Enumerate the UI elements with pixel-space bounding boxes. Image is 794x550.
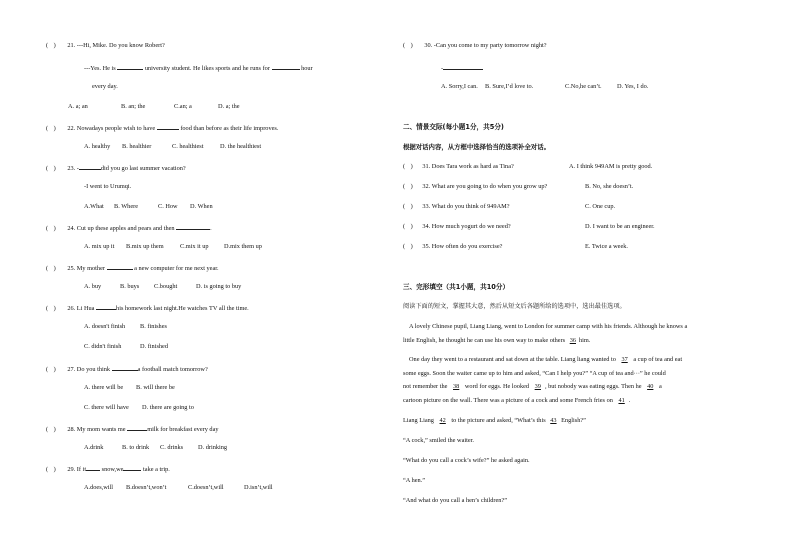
text: One day they went to a restaurant and sat down at the table. Liang liang wanted to: [409, 356, 616, 363]
text: hour: [301, 65, 313, 72]
text: snow,we: [101, 466, 124, 473]
question-25-options: [84, 283, 242, 291]
option-c[interactable]: C. How: [158, 203, 178, 210]
text: word for eggs. He looked: [464, 383, 530, 390]
question-stem: 30. -Can you come to my party tomorrow night?: [424, 42, 547, 49]
dialog-row: [403, 223, 783, 231]
option-b[interactable]: B. buys: [120, 283, 140, 290]
section-2-instructions: 根据对话内容，从方框中选择恰当的选项补全对话。: [403, 143, 550, 151]
answer-blank[interactable]: [96, 303, 116, 310]
dialog-row: [403, 183, 783, 191]
blank-42[interactable]: 42: [439, 417, 446, 424]
text: 24. Cut up these apples and pears and then: [67, 225, 175, 232]
question-30-line-2: [441, 63, 483, 73]
answer-blank[interactable]: [272, 63, 300, 70]
text: him.: [579, 337, 591, 344]
question-21: [46, 42, 165, 50]
answer-bracket[interactable]: ( ): [46, 305, 58, 312]
question-24: [46, 223, 212, 233]
answer-bracket[interactable]: ( ): [403, 223, 415, 230]
text: cartoon picture on the wall. There was a picture of a cock and some French fries on: [403, 397, 613, 404]
answer-bracket[interactable]: ( ): [46, 466, 58, 473]
option-b[interactable]: B. Where: [114, 203, 139, 210]
blank-40[interactable]: 40: [647, 383, 654, 390]
question-22: [46, 123, 278, 133]
answer-bracket[interactable]: ( ): [46, 165, 58, 172]
question-25: [46, 263, 219, 273]
question-stem: 21. ---Hi, Mike. Do you know Robert?: [67, 42, 165, 49]
text: did you go last summer vacation?: [100, 165, 186, 172]
question-26-options-2: [84, 343, 168, 351]
answer-bracket[interactable]: ( ): [403, 163, 415, 170]
option-c[interactable]: C.an; a: [174, 103, 192, 110]
text: a football match tomorrow?: [137, 366, 208, 373]
passage-line: A lovely Chinese pupil, Liang Liang, went to London for summer camp with his friends. Although he knows a: [409, 323, 688, 330]
option-d[interactable]: D. When: [190, 203, 213, 210]
option-a[interactable]: A. doesn't finish: [84, 323, 126, 330]
answer-blank[interactable]: [443, 63, 483, 70]
option-c[interactable]: C. there will have: [84, 404, 129, 411]
answer-blank[interactable]: [112, 364, 138, 371]
text: 23. -: [67, 165, 79, 172]
question-29: [46, 464, 170, 474]
option-a[interactable]: A. there will be: [84, 384, 124, 391]
option-b[interactable]: B. healthier: [122, 143, 152, 150]
dialog-question: 34. How much yogurt do we need?: [422, 223, 511, 230]
option-b[interactable]: B. to drink: [122, 444, 150, 451]
answer-bracket[interactable]: ( ): [46, 225, 58, 232]
question-27-options-2: [84, 404, 194, 412]
question-21-line-2: [84, 63, 313, 73]
text: his homework last night.He watches TV all the time.: [116, 305, 249, 312]
text: food than before as their life improves.: [180, 125, 279, 132]
question-27: [46, 364, 208, 374]
blank-37[interactable]: 37: [621, 356, 628, 363]
text: university student. He likes sports and he runs for: [144, 65, 270, 72]
option-b[interactable]: B. finishes: [140, 323, 167, 330]
question-26-options-1: [84, 323, 167, 331]
option-a[interactable]: A.does,will: [84, 484, 114, 491]
option-c[interactable]: C.doesn’t,will: [188, 484, 224, 491]
text: .: [628, 397, 631, 404]
answer-blank[interactable]: [79, 163, 101, 170]
dialog-option: D. I want to be an engineer.: [585, 223, 655, 230]
dialog-option: C. One cup.: [585, 203, 616, 210]
answer-blank[interactable]: [86, 464, 100, 471]
text: Liang Liang: [403, 417, 434, 424]
dialog-question: 33. What do you think of 949AM?: [422, 203, 510, 210]
question-26: [46, 303, 249, 313]
option-d[interactable]: D. Yes, I do.: [617, 83, 649, 90]
passage-dialog-line: “What do you call a cock’s wife?” he asked again.: [403, 457, 530, 464]
question-23: [46, 163, 186, 173]
option-a[interactable]: A. buy: [84, 283, 102, 290]
blank-38[interactable]: 38: [453, 383, 460, 390]
answer-blank[interactable]: [157, 123, 179, 130]
section-2-title: 二、情景交际(每小题1分，共5分): [403, 123, 504, 131]
answer-bracket[interactable]: ( ): [46, 426, 58, 433]
dialog-option: A. I think 949AM is pretty good.: [569, 163, 653, 170]
option-a[interactable]: A. healthy: [84, 143, 111, 150]
text: milk for breakfast every day: [147, 426, 219, 433]
passage-dialog-line: “And what do you call a hen’s children?”: [403, 497, 508, 504]
text: little English, he thought he can use his own way to make others: [403, 337, 566, 344]
answer-blank[interactable]: [117, 63, 143, 70]
text: a new computer for me next year.: [134, 265, 219, 272]
option-a[interactable]: A. Sorry,I can.: [441, 83, 478, 90]
option-b[interactable]: B.doesn’t,won’t: [126, 484, 167, 491]
option-c[interactable]: C.No,he can’t.: [565, 83, 602, 90]
dialog-option: E. Twice a week.: [585, 243, 628, 250]
option-b[interactable]: B. will there be: [136, 384, 175, 391]
option-d[interactable]: D. is going to buy: [196, 283, 242, 290]
text: to the picture and asked, “What’s this: [451, 417, 546, 424]
passage-dialog-line: “A cock,” smiled the waiter.: [403, 437, 474, 444]
option-c[interactable]: C. healthiest: [172, 143, 204, 150]
option-d[interactable]: D. the healthiest: [220, 143, 262, 150]
option-a[interactable]: A. mix up it: [84, 243, 115, 250]
question-24-options: [84, 243, 262, 251]
option-d[interactable]: D.isn’t,will: [244, 484, 273, 491]
dialog-question: 32. What are you going to do when you grow up?: [422, 183, 548, 190]
blank-43[interactable]: 43: [550, 417, 557, 424]
blank-41[interactable]: 41: [618, 397, 625, 404]
dialog-row: [403, 243, 783, 251]
text: a cup of tea and eat: [633, 356, 683, 363]
option-b[interactable]: B. an; the: [121, 103, 146, 110]
answer-bracket[interactable]: ( ): [403, 203, 415, 210]
text: 25. My mother: [67, 265, 105, 272]
option-c[interactable]: C.mix it up: [180, 243, 209, 250]
question-23-options: [84, 203, 213, 211]
option-b[interactable]: B. Sure,I’d love to.: [485, 83, 534, 90]
dialog-row: [403, 163, 783, 171]
answer-blank[interactable]: [107, 263, 133, 270]
question-30: [403, 42, 547, 50]
text: English?”: [561, 417, 586, 424]
passage-line: [409, 356, 682, 364]
option-b[interactable]: B.mix up them: [126, 243, 164, 250]
option-d[interactable]: D. there are going to: [142, 404, 194, 411]
text: 28. My mom wants me: [67, 426, 126, 433]
question-23-line-2: -I went to Urumqi.: [84, 183, 132, 190]
option-d[interactable]: D. finished: [140, 343, 168, 350]
passage-line: [403, 337, 590, 345]
text: take a trip.: [143, 466, 170, 473]
option-d[interactable]: D. drinking: [198, 444, 228, 451]
text: 26. Li Hua: [67, 305, 95, 312]
question-22-options: [84, 143, 262, 151]
text: 22. Nowadays people wish to have: [67, 125, 156, 132]
option-c[interactable]: C.bought: [154, 283, 178, 290]
dialog-question: 35. How often do you exercise?: [422, 243, 503, 250]
question-27-options-1: [84, 384, 175, 392]
text: 29. If it: [67, 466, 87, 473]
answer-blank[interactable]: [123, 464, 141, 471]
text: a: [658, 383, 662, 390]
option-d[interactable]: D.mix them up: [224, 243, 262, 250]
passage-line: [403, 383, 662, 391]
question-21-options: [68, 103, 240, 111]
question-21-line-3: every day.: [92, 83, 118, 90]
answer-bracket[interactable]: ( ): [403, 183, 415, 190]
text: , but nobody was eating eggs. Then he: [544, 383, 642, 390]
text: -: [441, 65, 444, 72]
section-3-title: 三、完形填空（共1小题，共10分）: [403, 283, 510, 291]
dialog-option: B. No, she doesn’t.: [585, 183, 634, 190]
dialog-row: [403, 203, 783, 211]
text: not remember the: [403, 383, 448, 390]
option-a[interactable]: A.What: [84, 203, 104, 210]
passage-line: some eggs. Soon the waiter came up to him and asked, “Can I help you?” “A cup of tea and···” he could: [403, 370, 666, 377]
option-c[interactable]: C. didn't finish: [84, 343, 122, 350]
answer-bracket[interactable]: ( ): [46, 125, 58, 132]
option-a[interactable]: A.drink: [84, 444, 104, 451]
passage-dialog-line: “A hen.”: [403, 477, 426, 484]
dialog-question: 31. Does Tara work as hard as Tina?: [422, 163, 514, 170]
text: 27. Do you think: [67, 366, 111, 373]
question-28: [46, 424, 219, 434]
blank-39[interactable]: 39: [534, 383, 541, 390]
answer-blank[interactable]: [127, 424, 147, 431]
text: .: [210, 225, 212, 232]
answer-bracket[interactable]: ( ): [46, 42, 58, 49]
blank-36[interactable]: 36: [569, 337, 576, 344]
section-3-instructions: 阅读下面的短文，掌握其大意，然后从短文后各题所给的选项中，选出最佳选项。: [403, 303, 626, 310]
passage-line: [403, 417, 586, 425]
answer-bracket[interactable]: ( ): [403, 243, 415, 250]
answer-blank[interactable]: [176, 223, 210, 230]
passage-line: [403, 397, 630, 405]
question-29-options: [84, 484, 273, 492]
question-30-options: [441, 83, 649, 91]
option-c[interactable]: C. drinks: [160, 444, 184, 451]
answer-bracket[interactable]: ( ): [46, 265, 58, 272]
option-a[interactable]: A. a; an: [68, 103, 88, 110]
answer-bracket[interactable]: ( ): [46, 366, 58, 373]
text: ---Yes. He is: [84, 65, 116, 72]
question-28-options: [84, 444, 228, 452]
answer-bracket[interactable]: ( ): [403, 42, 415, 49]
option-d[interactable]: D. a; the: [218, 103, 240, 110]
